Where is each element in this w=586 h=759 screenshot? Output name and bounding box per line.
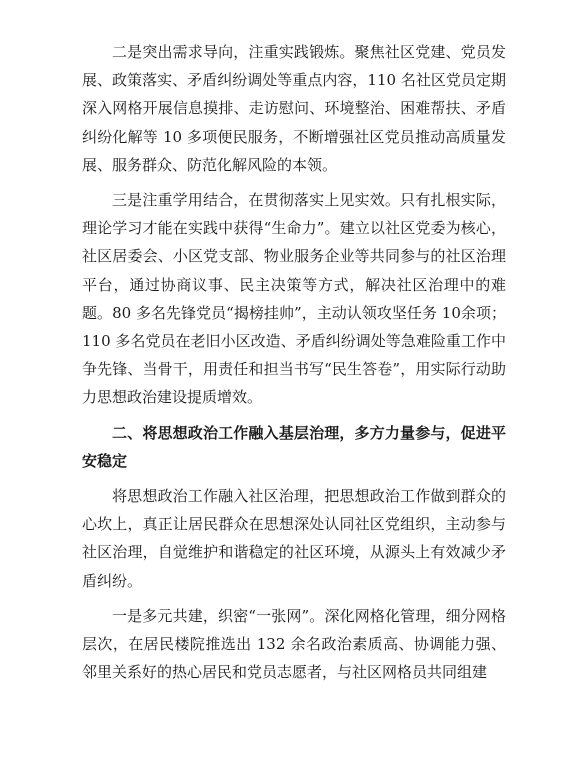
- paragraph-multi-party: 一是多元共建，织密“一张网”。深化网格化管理，细分网格层次，在居民楼院推选出 132 余名政治素质高、协调能力强、邻里关系好的热心居民和党员志愿者，与社区网格员共同组建: [82, 606, 506, 682]
- paragraph-demand-oriented: 二是突出需求导向，注重实践锻炼。聚焦社区党建、党员发展、政策落实、矛盾纠纷调处等重点内容，110 名社区党员定期深入网格开展信息摸排、走访慰问、环境整治、困难帮扶、矛盾纠纷化解等 10 多项便民服务，不断增强社区党员推动高质量发展、服务群众、防范化解风险的本领。: [82, 43, 506, 174]
- section-heading: 二、将思想政治工作融入基层治理，多方力量参与，促进平安稳定: [82, 423, 506, 470]
- document-body: [82, 38, 506, 693]
- paragraph-community-governance: 将思想政治工作融入社区治理，把思想政治工作做到群众的心坎上，真正让居民群众在思想深处认同社区党组织，主动参与社区治理，自觉维护和谐稳定的社区环境，从源头上有效减少矛盾纠纷。: [82, 487, 506, 590]
- paragraph-learning-application: 三是注重学用结合，在贯彻落实上见实效。只有扎根实际，理论学习才能在实践中获得“生命力”。建立以社区党委为核心，社区居委会、小区党支部、物业服务企业等共同参与的社区治理平台，通过协商议事、民主决策等方式，解决社区治理中的难题。80 多名先锋党员“揭榜挂帅”，主动认领攻坚任务 10余项；110 多名党员在老旧小区改造、矛盾纠纷调处等急难险重工作中争先锋、当骨干，用责任和担当书写“民生答卷”，用实际行动助力思想政治建设提质增效。: [82, 191, 506, 407]
